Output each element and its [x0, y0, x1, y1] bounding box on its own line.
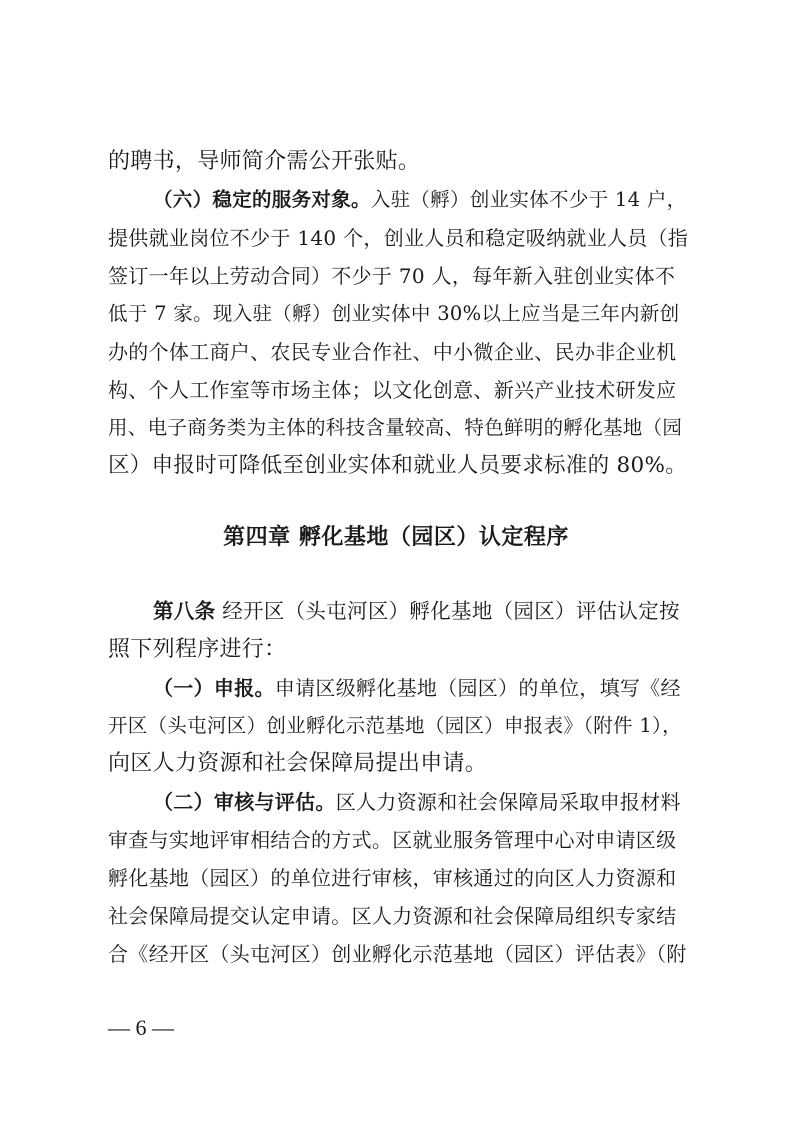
text-line: 签订一年以上劳动合同）不少于 70 人，每年新入驻创业实体不: [108, 264, 676, 288]
text-line: 审查与实地评审相结合的方式。区就业服务管理中心对申请区级: [108, 828, 677, 852]
item-two-label: （二）审核与评估。: [153, 790, 336, 814]
item-two-text: 区人力资源和社会保障局采取申报材料: [335, 790, 681, 814]
text-line: 低于 7 家。现入驻（孵）创业实体中 30%以上应当是三年内新创: [108, 302, 680, 325]
article-text: 经开区（头屯河区）孵化基地（园区）评估认定按: [215, 599, 680, 623]
chapter-heading: 第四章 孵化基地（园区）认定程序: [223, 525, 569, 550]
text-line: 照下列程序进行：: [108, 637, 287, 662]
text-line: 构、个人工作室等市场主体；以文化创意、新兴产业技术研发应: [108, 378, 677, 402]
text-line: 区）申报时可降低至创业实体和就业人员要求标准的 80%。: [108, 453, 688, 478]
item-six-text: 入驻（孵）创业实体不少于 14 户，: [370, 188, 687, 211]
text-line: 的聘书，导师简介需公开张贴。: [108, 149, 421, 174]
text-line: 用、电子商务类为主体的科技含量较高、特色鲜明的孵化基地（园: [108, 416, 683, 439]
text-line: 办的个体工商户、农民专业合作社、中小微企业、民办非企业机: [108, 340, 677, 364]
article-label: 第八条: [153, 599, 216, 623]
text-line: 开区（头屯河区）创业孵化示范基地（园区）申报表》（附件 1），: [108, 714, 682, 737]
text-line: [153, 597, 688, 625]
page-number: — 6 —: [108, 1015, 174, 1040]
text-line: 向区人力资源和社会保障局提出申请。: [108, 751, 488, 776]
text-line: [153, 674, 688, 702]
item-six-label: （六）稳定的服务对象。: [153, 188, 371, 211]
text-line: 合《经开区（头屯河区）创业孵化示范基地（园区）评估表》（附: [108, 942, 687, 966]
item-one-text: 申请区级孵化基地（园区）的单位，填写《经: [274, 676, 681, 700]
text-line: [153, 186, 688, 214]
item-one-label: （一）申报。: [153, 676, 275, 700]
text-line: 孵化基地（园区）的单位进行审核，审核通过的向区人力资源和: [108, 866, 677, 890]
text-line: [153, 788, 688, 816]
text-line: 提供就业岗位不少于 140 个，创业人员和稳定吸纳就业人员（指: [108, 226, 689, 250]
text-line: 社会保障局提交认定申请。区人力资源和社会保障局组织专家结: [108, 904, 677, 928]
